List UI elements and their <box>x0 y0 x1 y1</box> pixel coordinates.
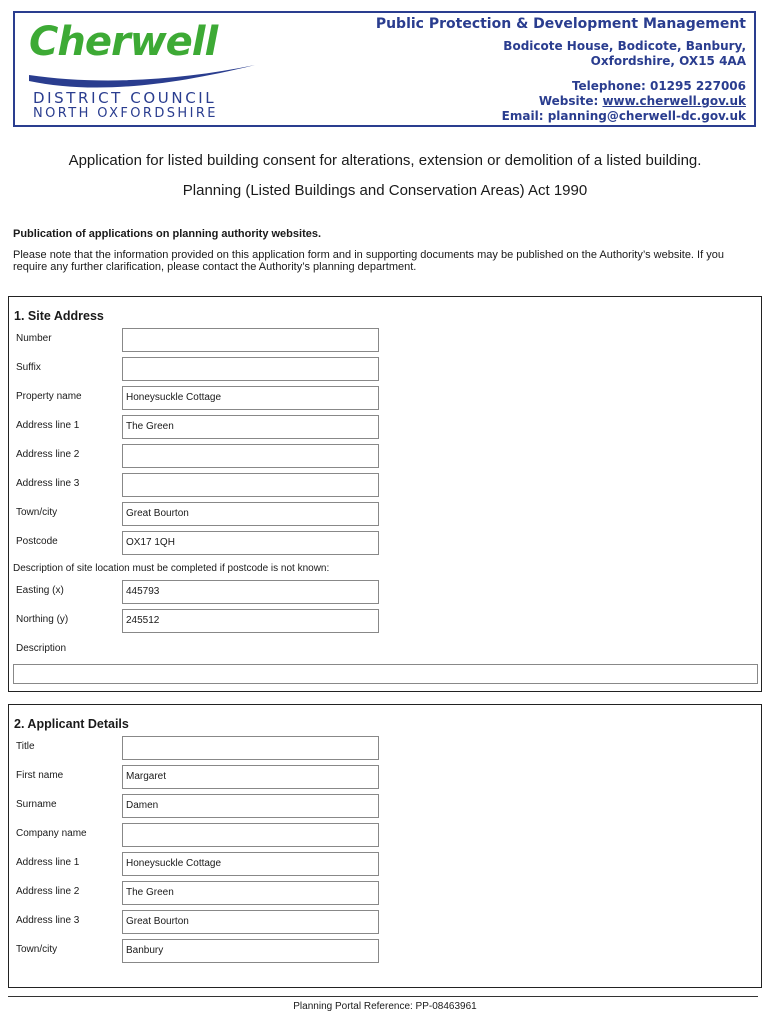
website-label: Website: <box>538 94 603 108</box>
contact-block <box>376 15 746 124</box>
company-name-field[interactable] <box>122 823 379 847</box>
applicant-address-line-1-field[interactable]: Honeysuckle Cottage <box>122 852 379 876</box>
form-act: Planning (Listed Buildings and Conservation Areas) Act 1990 <box>182 182 588 199</box>
field-label: Address line 3 <box>16 915 80 926</box>
field-label: Property name <box>16 391 82 402</box>
field-label: Address line 1 <box>16 857 80 868</box>
address-line-2: Oxfordshire, OX15 4AA <box>590 54 746 68</box>
field-label: Title <box>16 741 35 752</box>
council-name: DISTRICT COUNCIL <box>33 89 217 107</box>
field-label: Address line 2 <box>16 886 80 897</box>
department-name: Public Protection & Development Management <box>375 16 746 32</box>
description-label: Description <box>16 643 67 654</box>
title-field[interactable] <box>122 736 379 760</box>
field-label: Surname <box>16 799 57 810</box>
field-label: Suffix <box>16 362 41 373</box>
council-logo: Cherwell <box>29 19 218 65</box>
address-line-1: Bodicote House, Bodicote, Banbury, <box>503 39 746 53</box>
surname-field[interactable]: Damen <box>122 794 379 818</box>
location-note: Description of site location must be completed if postcode is not known: <box>13 563 330 574</box>
logo-swoosh-icon <box>27 59 257 89</box>
email-link[interactable]: planning@cherwell-dc.gov.uk <box>547 109 746 123</box>
field-label: Address line 2 <box>16 449 80 460</box>
address-line-2-field[interactable] <box>122 444 379 468</box>
northing-field[interactable]: 245512 <box>122 609 379 633</box>
suffix-field[interactable] <box>122 357 379 381</box>
field-label: Company name <box>16 828 87 839</box>
field-label: Easting (x) <box>16 585 64 596</box>
property-name-field[interactable]: Honeysuckle Cottage <box>122 386 379 410</box>
applicant-address-line-2-field[interactable]: The Green <box>122 881 379 905</box>
letterhead <box>13 11 756 127</box>
address-line-1-field[interactable]: The Green <box>122 415 379 439</box>
publication-heading: Publication of applications on planning authority websites. <box>13 228 322 240</box>
field-label: First name <box>16 770 64 781</box>
applicant-town-city-field[interactable]: Banbury <box>122 939 379 963</box>
town-city-field[interactable]: Great Bourton <box>122 502 379 526</box>
site-address-section <box>8 296 762 692</box>
field-label: Northing (y) <box>16 614 69 625</box>
footer-divider <box>8 996 758 997</box>
applicant-details-section <box>8 704 762 988</box>
field-label: Postcode <box>16 536 58 547</box>
easting-field[interactable]: 445793 <box>122 580 379 604</box>
field-label: Number <box>16 333 52 344</box>
portal-reference: Planning Portal Reference: PP-08463961 <box>293 1001 477 1012</box>
section-title: 1. Site Address <box>14 309 104 323</box>
field-label: Town/city <box>16 944 58 955</box>
description-field[interactable] <box>13 664 758 684</box>
telephone: Telephone: 01295 227006 <box>571 79 746 93</box>
address-line-3-field[interactable] <box>122 473 379 497</box>
field-label: Address line 3 <box>16 478 80 489</box>
section-title: 2. Applicant Details <box>14 717 129 731</box>
first-name-field[interactable]: Margaret <box>122 765 379 789</box>
council-region: NORTH OXFORDSHIRE <box>33 106 218 121</box>
field-label: Town/city <box>16 507 58 518</box>
number-field[interactable] <box>122 328 379 352</box>
email-label: Email: <box>501 109 548 123</box>
website-link[interactable]: www.cherwell.gov.uk <box>602 94 746 108</box>
postcode-field[interactable]: OX17 1QH <box>122 531 379 555</box>
applicant-address-line-3-field[interactable]: Great Bourton <box>122 910 379 934</box>
field-label: Address line 1 <box>16 420 80 431</box>
form-title: Application for listed building consent for alterations, extension or demolition of a listed building. <box>68 152 702 169</box>
publication-note: Please note that the information provided on this application form and in supporting documents may be published on the Authority’s website. If you require any further clarification, please contact the Authority’s planning department. <box>13 249 724 273</box>
